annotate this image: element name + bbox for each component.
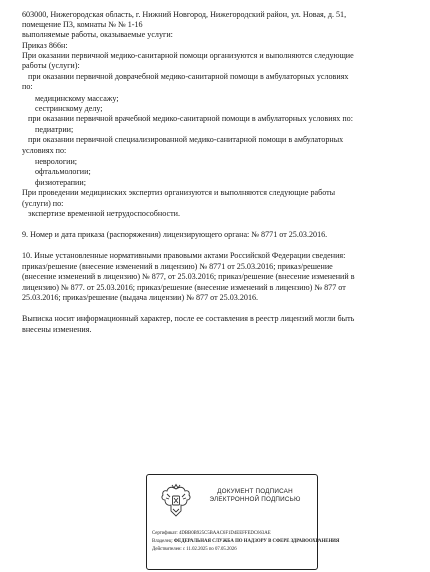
service-item: медицинскому массажу; [35,94,119,103]
service-item: офтальмологии; [35,167,91,176]
expertise-item: экспертизе временной нетрудоспособности. [28,209,180,218]
section-10-line: приказ/решение (внесение изменений в лицензию) № 8771 от 25.03.2016; приказ/решение [22,262,333,271]
stamp-title-line-1: ДОКУМЕНТ ПОДПИСАН [217,488,293,495]
predoctor-care-line-2: по: [22,82,33,91]
address-line-2: помещение П3, комнаты № № 1-16 [22,20,143,29]
address-line-1: 603000, Нижегородская область, г. Нижний Новгород, Нижегородский район, ул. Новая, д. 51, [22,10,347,19]
electronic-signature-stamp [146,474,340,570]
section-10-line: (внесение изменений в лицензию) № 877, от 25.03.2016; приказ/решение (внесение изменений в [22,272,355,281]
expertise-intro-2: (услуги) по: [22,199,64,208]
service-item: сестринскому делу; [35,104,103,113]
service-item: неврологии; [35,157,78,166]
certificate-owner [152,539,340,545]
coat-of-arms-icon [159,483,193,519]
order-reference: Приказ 866н: [22,41,68,50]
primary-care-intro-1: При оказании первичной медико-санитарной помощи организуются и выполняются следующие [22,51,354,60]
service-item: физиотерапии; [35,178,86,187]
service-item: педиатрии; [35,125,74,134]
specialized-care-line-2: условиях по: [22,146,67,155]
predoctor-care-line-1: при оказании первичной доврачебной медико-санитарной помощи в амбулаторных условиях [28,72,349,81]
stamp-title-line-2: ЭЛЕКТРОННОЙ ПОДПИСЬЮ [209,496,301,504]
section-10-line: 10. Иные установленные нормативными правовыми актами Российской Федерации сведения: [22,251,346,260]
disclaimer-line-1: Выписка носит информационный характер, после ее составления в реестр лицензий могли быть [22,314,355,323]
disclaimer-line-2: внесены изменения. [22,325,92,334]
owner-prefix: Владелец: [152,539,173,544]
primary-care-intro-2: работы (услуги): [22,61,80,70]
certificate-number: Сертификат: 4DBB0B925C5BAAC6F1D4EEFFEDC663AE [152,531,271,536]
doctor-care-line: при оказании первичной врачебной медико-санитарной помощи в амбулаторных условиях по: [28,114,353,123]
section-9-order: 9. Номер и дата приказа (распоряжения) лицензирующего органа: № 8771 от 25.03.2016. [22,230,328,239]
section-10-line: лицензию) № 877. от 25.03.2016; приказ/решение (внесение изменений в лицензию) № 877 от [22,283,346,292]
works-heading: выполняемые работы, оказываемые услуги: [22,30,173,39]
specialized-care-line-1: при оказании первичной специализированной медико-санитарной помощи в амбулаторных [28,135,344,144]
owner-name: ФЕДЕРАЛЬНАЯ СЛУЖБА ПО НАДЗОРУ В СФЕРЕ ЗДРАВООХРАНЕНИЯ [173,539,340,544]
certificate-validity: Действителен: с 11.02.2025 по 07.05.2026 [152,547,237,552]
section-10-line: 25.03.2016; приказ/решение (выдача лицензии) № 877 от 25.03.2016. [22,293,259,302]
expertise-intro-1: При проведении медицинских экспертиз организуются и выполняются следующие работы [22,188,336,197]
